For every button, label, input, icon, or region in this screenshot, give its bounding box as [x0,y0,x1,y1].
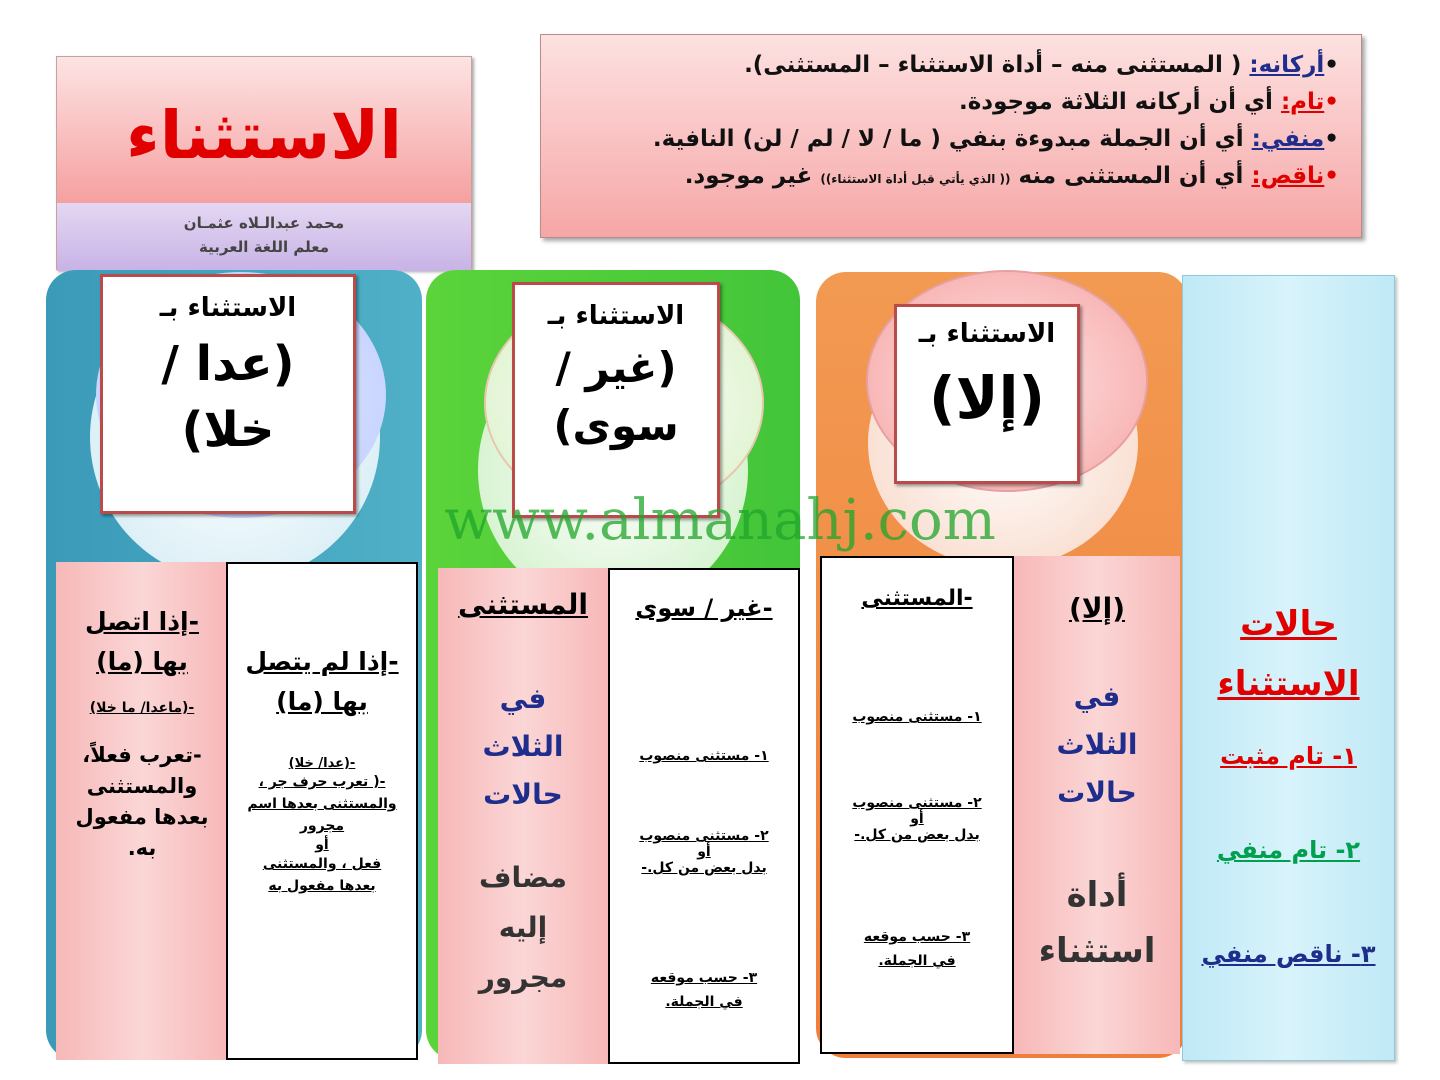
author-box [57,203,471,271]
pillars-label: أركانه: [1249,52,1325,78]
ghayr-rule-2-or: أو [697,844,711,860]
cases-title: حالات الاستثناء [1217,604,1360,704]
title-box [56,56,472,270]
illa-rules-panel [820,556,1014,1054]
ada-no-ma-rule: -( تعرب حرف جر ، والمستثنى بعدها اسم مجرور [247,774,397,834]
ada-card [100,274,356,514]
ghayr-card-tool: (غير / سوى) [553,343,679,450]
cases-panel [1182,275,1395,1061]
ghayr-mustathna-case: مضاف إليه مجرور [478,861,568,994]
ghayr-mustathna-panel [438,568,608,1064]
ghayr-tool-heading: -غير / سوى [635,594,773,622]
ghayr-mustathna-heading: المستثنى [458,588,588,621]
ghayr-card [512,282,720,518]
negated-label: منفي: [1251,126,1325,152]
ghayr-rule-1: ١- مستثنى منصوب [639,748,769,764]
ada-no-ma-alt: فعل ، والمستثنى بعدها مفعول به [262,856,382,894]
complete-label: تام: [1280,89,1325,115]
illa-card-prefix: الاستثناء بـ [918,319,1056,349]
ada-ma-rule: -تعرب فعلاً، والمستثنى بعدها مفعول به. [75,743,209,860]
deficient-label: ناقص: [1251,163,1325,189]
ada-no-ma-or: أو [315,837,329,853]
illa-tool-state: في الثلاث حالات [1056,680,1138,809]
illa-tool-type: أداة استثناء [1038,875,1156,971]
author-name: محمد عبدالـلاه عثمـان [183,214,345,232]
ada-card-prefix: الاستثناء بـ [159,293,297,323]
author-role: معلم اللغة العربية [199,238,329,256]
ghayr-rule-2-alt: بدل بعض من كل.- [641,860,767,876]
definition-negated: •منفي: أي أن الجملة مبدوءة بنفي ( ما / لا / لم / لن) النافية. [652,126,1339,152]
illa-tool-heading: (إلا) [1068,592,1126,625]
illa-rule-1: ١- مستثنى منصوب [852,709,982,725]
ghayr-rules-panel [608,568,800,1064]
illa-card-tool: (إلا) [928,364,1046,432]
illa-rule-2-alt: بدل بعض من كل.- [854,827,980,843]
ada-ma-heading: -إذا اتصل بها (ما) [85,607,199,676]
ada-no-ma-words: -(عدا/ خلا) [288,756,356,771]
ghayr-card-prefix: الاستثناء بـ [547,301,685,331]
illa-rule-3: ٣- حسب موقعه في الجملة. [863,929,971,969]
illa-tool-panel [1014,556,1180,1054]
illa-rule-2: ٢- مستثنى منصوب [852,795,982,811]
ada-ma-panel [56,562,228,1060]
definitions-box [540,34,1362,238]
illa-mustathna-heading: -المستثنى [861,586,973,611]
definition-complete: •تام: أي أن أركانه الثلاثة موجودة. [958,89,1339,115]
deficient-end: غير موجود. [684,163,813,189]
definition-pillars: •أركانه: ( المستثنى منه – أداة الاستثناء – المستثنى). [744,52,1339,78]
ghayr-rule-3: ٣- حسب موقعه في الجملة. [650,970,758,1010]
case-item-1: ١- تام مثبت [1220,742,1357,770]
pillars-text: ( المستثنى منه – أداة الاستثناء – المستثنى). [744,52,1242,78]
ada-card-tool: (عدا / خلا) [161,336,295,458]
ada-ma-words: -(ماعدا/ ما خلا) [89,700,195,716]
watermark: www.almanahj.com [444,488,996,553]
ghayr-mustathna-state: في الثلاث حالات [482,682,564,811]
case-item-2: ٢- تام منفي [1216,836,1361,864]
illa-card [894,304,1080,484]
illa-rule-2-or: أو [910,811,924,827]
deficient-text: أي أن المستثنى منه [1018,163,1244,189]
page-title: الاستثناء [125,97,403,174]
ada-no-ma-panel [226,562,418,1060]
complete-text: أي أن أركانه الثلاثة موجودة. [958,89,1273,115]
definition-deficient: •ناقص: أي أن المستثنى منه (( الذي يأتي قبل أداة الاستثناء)) غير موجود. [684,163,1339,189]
deficient-note: (( الذي يأتي قبل أداة الاستثناء)) [820,172,1011,186]
negated-text: أي أن الجملة مبدوءة بنفي ( ما / لا / لم / لن) النافية. [652,126,1244,152]
ada-no-ma-heading: -إذا لم يتصل بها (ما) [245,647,399,716]
ghayr-rule-2: ٢- مستثنى منصوب [639,828,769,844]
case-item-3: ٣- ناقص منفي [1201,940,1376,968]
